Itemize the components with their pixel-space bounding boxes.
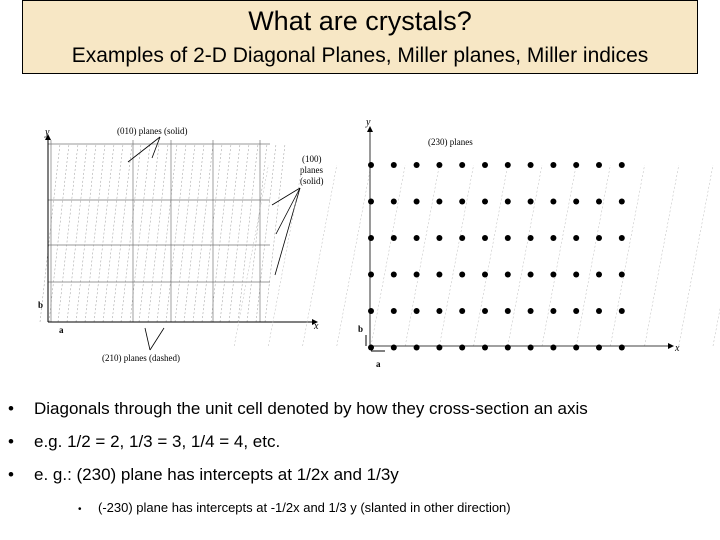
lattice-point [436,162,442,168]
lattice-point [414,199,420,205]
left-a-label: a [59,325,64,335]
dashed-230-plane [645,165,679,346]
dashed-210-plane [85,144,105,322]
lattice-point [550,272,556,278]
lattice-point [459,272,465,278]
dashed-230-plane [542,165,576,346]
lattice-point [368,345,374,351]
dashed-210-plane [202,144,222,322]
dashed-210-plane [112,144,132,322]
lattice-point [436,199,442,205]
sub-bullet-text: (-230) plane has intercepts at -1/2x and 1/3 y (slanted in other direction) [98,500,511,515]
lattice-point [550,308,556,314]
lattice-point [459,308,465,314]
lattice-point [414,345,420,351]
lattice-point [482,162,488,168]
lattice-point [482,345,488,351]
lattice-point [368,308,374,314]
right-a-label: a [376,359,381,369]
lattice-point [391,272,397,278]
dashed-210-plane [211,144,231,322]
left-b-label: b [38,300,44,310]
lattice-point [459,199,465,205]
dashed-230-plane [713,165,720,346]
dashed-230-plane [303,165,337,346]
dashed-230-plane [268,165,302,346]
lattice-point [596,345,602,351]
dashed-230-plane [405,165,439,346]
lattice-point [368,199,374,205]
lattice-point [459,345,465,351]
dashed-210-plane [157,144,177,322]
lattice-point [482,235,488,241]
dashed-230-plane [576,165,610,346]
lattice-point [391,308,397,314]
bullet-icon: • [8,399,14,418]
lattice-point [414,308,420,314]
lattice-point [368,162,374,168]
slide-subtitle: Examples of 2-D Diagonal Planes, Miller planes, Miller indices [71,44,649,67]
lattice-point [436,235,442,241]
sub-bullet-item [78,500,511,515]
lattice-point [528,235,534,241]
label-100-line1: (100) [302,154,322,164]
bullet-text: Diagonals through the unit cell denoted by how they cross-section an axis [34,399,588,418]
dashed-230-plane [474,165,508,346]
dashed-210-plane [184,144,204,322]
lattice-point [573,235,579,241]
bullet-item [8,399,588,419]
lattice-point [414,272,420,278]
lattice-point [436,308,442,314]
lattice-point [619,345,625,351]
left-y-label: y [45,127,50,138]
lattice-point [505,162,511,168]
lattice-point [573,308,579,314]
lattice-point [505,272,511,278]
dashed-210-plane [148,144,168,322]
lattice-points [368,162,625,351]
lattice-point [573,199,579,205]
callout-arrows [128,137,300,350]
dashed-230-plane [610,165,644,346]
crystal-planes-figure [0,110,720,380]
bullet-icon: • [8,432,14,451]
lattice-point [391,235,397,241]
bullet-text: e. g.: (230) plane has intercepts at 1/2x and 1/3y [34,465,399,484]
dashed-210-plane [220,144,240,322]
lattice-point [505,308,511,314]
slide-title: What are crystals? [248,6,472,36]
dashed-210-plane [256,144,276,322]
dashed-210-plane [94,144,114,322]
dashed-210-plane [193,144,213,322]
dashed-210-plane [247,144,267,322]
lattice-point [596,162,602,168]
dashed-210-plane [76,144,96,322]
dashed-210-plane [49,144,69,322]
lattice-point [528,308,534,314]
dashed-210-planes [40,144,285,322]
lattice-point [550,235,556,241]
dashed-210-plane [58,144,78,322]
dashed-210-plane [229,144,249,322]
lattice-point [391,199,397,205]
lattice-point [619,272,625,278]
lattice-point [505,235,511,241]
dashed-230-plane [679,165,713,346]
dashed-230-plane [371,165,405,346]
lattice-point [528,162,534,168]
dashed-210-plane [139,144,159,322]
dashed-210-plane [265,144,285,322]
lattice-point [573,345,579,351]
dashed-230-plane [337,165,371,346]
bullet-text: e.g. 1/2 = 2, 1/3 = 3, 1/4 = 4, etc. [34,432,281,451]
lattice-point [482,272,488,278]
lattice-point [619,162,625,168]
label-210-planes: (210) planes (dashed) [102,353,180,363]
label-010-planes: (010) planes (solid) [117,126,188,136]
lattice-point [414,235,420,241]
bullet-item [8,432,280,452]
lattice-point [482,308,488,314]
dashed-230-plane [439,165,473,346]
title-banner [22,0,698,74]
right-b-label: b [358,324,364,334]
lattice-point [505,345,511,351]
label-100-line2: planes [300,165,323,175]
lattice-point [619,199,625,205]
lattice-point [459,235,465,241]
dashed-230-plane [234,165,268,346]
lattice-point [482,199,488,205]
right-y-label: y [366,117,371,128]
label-100-line3: (solid) [300,176,324,186]
right-x-arrow-icon [668,343,674,349]
dashed-210-plane [67,144,87,322]
lattice-point [528,345,534,351]
dashed-210-plane [103,144,123,322]
lattice-point [368,235,374,241]
bullet-icon: • [78,504,82,515]
lattice-point [573,272,579,278]
right-x-label: x [675,343,680,354]
lattice-point [573,162,579,168]
bullet-item [8,465,399,485]
lattice-point [459,162,465,168]
lattice-point [414,162,420,168]
lattice-point [550,162,556,168]
solid-100-010-planes [48,140,270,322]
left-x-label: x [314,321,319,332]
lattice-point [619,308,625,314]
lattice-point [505,199,511,205]
lattice-point [596,235,602,241]
dashed-230-planes [234,165,720,346]
lattice-point [596,199,602,205]
lattice-point [528,272,534,278]
lattice-point [391,345,397,351]
lattice-point [436,345,442,351]
lattice-point [528,199,534,205]
lattice-point [391,162,397,168]
dashed-210-plane [40,144,60,322]
dashed-210-plane [175,144,195,322]
lattice-point [368,272,374,278]
lattice-point [596,308,602,314]
dashed-210-plane [238,144,258,322]
bullet-icon: • [8,465,14,484]
lattice-point [619,235,625,241]
dashed-210-plane [121,144,141,322]
lattice-point [550,345,556,351]
label-230-planes: (230) planes [428,137,473,147]
dashed-210-plane [166,144,186,322]
dashed-230-plane [508,165,542,346]
lattice-point [436,272,442,278]
lattice-point [596,272,602,278]
lattice-point [550,199,556,205]
left-lattice-diagram [38,126,324,363]
